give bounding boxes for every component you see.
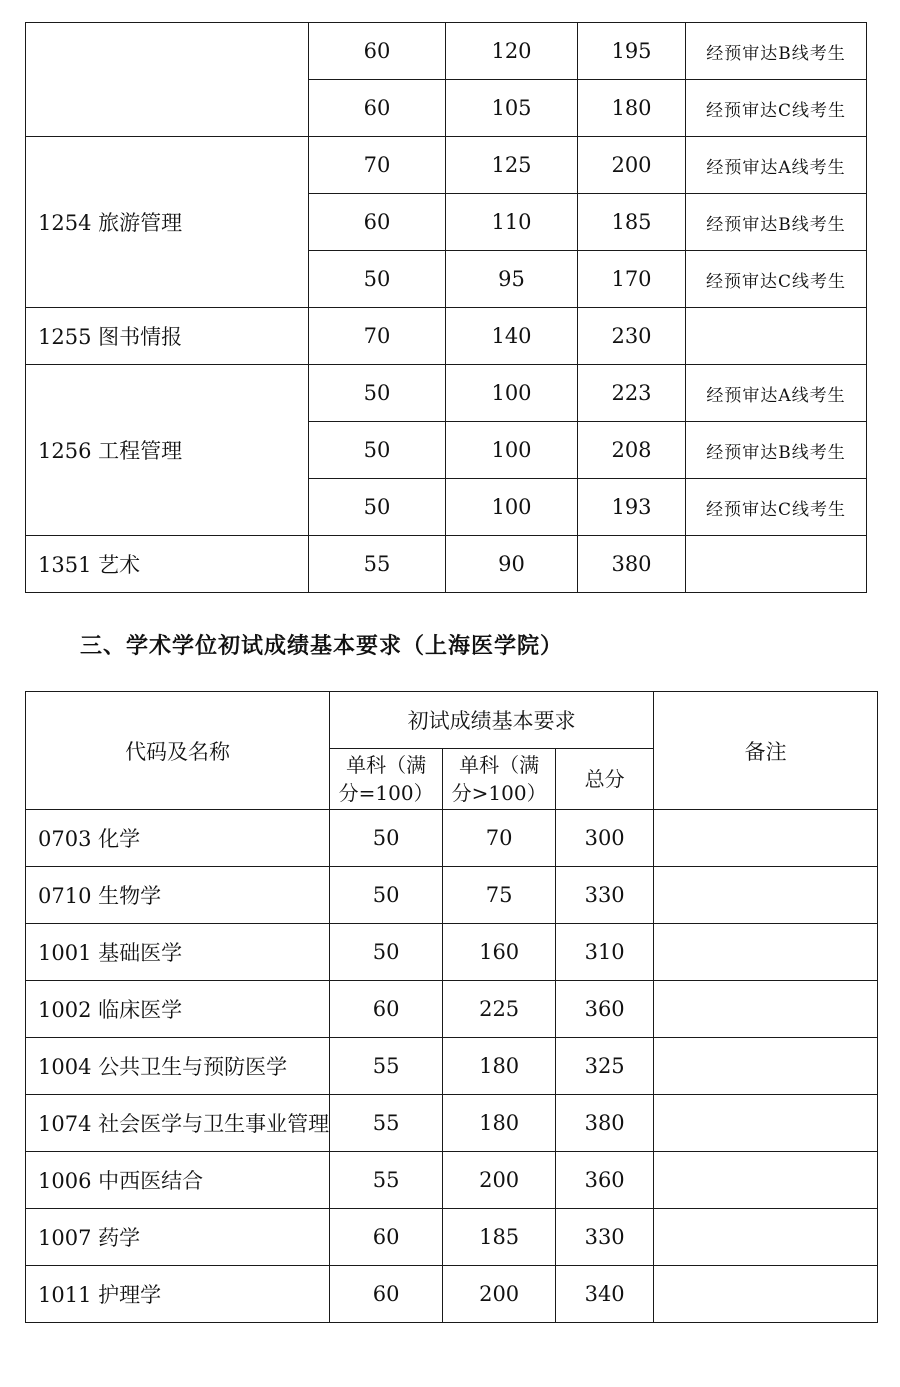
- single-100-cell: 55: [330, 1152, 443, 1209]
- single-100-cell: 60: [309, 80, 446, 137]
- program-name-cell: [26, 23, 309, 137]
- single-gt100-cell: 180: [443, 1038, 556, 1095]
- program-name-cell: 1351 艺术: [26, 536, 309, 593]
- total-cell: 380: [578, 536, 686, 593]
- total-cell: 360: [556, 981, 654, 1038]
- total-cell: 180: [578, 80, 686, 137]
- table-row: [26, 867, 878, 924]
- program-name-cell: 1255 图书情报: [26, 308, 309, 365]
- single-100-cell: 55: [330, 1038, 443, 1095]
- program-name-cell: 1007 药学: [26, 1209, 330, 1266]
- note-cell: [654, 1095, 878, 1152]
- program-name-cell: 1002 临床医学: [26, 981, 330, 1038]
- single-100-header-line2: 分=100）: [338, 781, 434, 805]
- table-row: [26, 1266, 878, 1323]
- program-name-cell: 0703 化学: [26, 810, 330, 867]
- note-cell: [654, 867, 878, 924]
- single-gt100-cell: 160: [443, 924, 556, 981]
- note-cell: 经预审达B线考生: [686, 194, 867, 251]
- total-cell: 310: [556, 924, 654, 981]
- single-gt100-cell: 200: [443, 1266, 556, 1323]
- single-gt100-cell: 185: [443, 1209, 556, 1266]
- note-cell: [654, 1266, 878, 1323]
- program-name-cell: 1006 中西医结合: [26, 1152, 330, 1209]
- note-cell: 经预审达A线考生: [686, 365, 867, 422]
- single-gt100-header-line1: 单科（满: [459, 753, 540, 777]
- table-row: [26, 1038, 878, 1095]
- note-cell: [686, 308, 867, 365]
- note-header: 备注: [654, 692, 878, 810]
- single-100-cell: 50: [309, 365, 446, 422]
- total-cell: 170: [578, 251, 686, 308]
- table-row: [26, 1209, 878, 1266]
- table-row: [26, 308, 867, 365]
- section-title: 三、学术学位初试成绩基本要求（上海医学院）: [80, 634, 564, 659]
- program-name-cell: 0710 生物学: [26, 867, 330, 924]
- table-row: [26, 810, 878, 867]
- note-cell: [654, 981, 878, 1038]
- program-name-cell: 1001 基础医学: [26, 924, 330, 981]
- single-100-cell: 50: [330, 867, 443, 924]
- total-cell: 380: [556, 1095, 654, 1152]
- total-cell: 340: [556, 1266, 654, 1323]
- single-gt100-cell: 140: [446, 308, 578, 365]
- program-name-cell: 1074 社会医学与卫生事业管理: [26, 1095, 330, 1152]
- single-100-cell: 50: [309, 479, 446, 536]
- single-100-cell: 60: [330, 981, 443, 1038]
- requirements-header: 初试成绩基本要求: [330, 692, 654, 749]
- note-cell: [686, 536, 867, 593]
- single-100-cell: 55: [309, 536, 446, 593]
- note-cell: [654, 1038, 878, 1095]
- total-cell: 330: [556, 867, 654, 924]
- single-gt100-cell: 110: [446, 194, 578, 251]
- single-100-cell: 50: [309, 422, 446, 479]
- header-row: [26, 692, 878, 749]
- code-name-header: 代码及名称: [26, 692, 330, 810]
- single-gt100-cell: 125: [446, 137, 578, 194]
- single-100-cell: 50: [330, 924, 443, 981]
- note-cell: 经预审达A线考生: [686, 137, 867, 194]
- single-gt100-header-line2: 分>100）: [451, 781, 547, 805]
- single-gt100-cell: 100: [446, 479, 578, 536]
- note-cell: 经预审达C线考生: [686, 80, 867, 137]
- total-cell: 185: [578, 194, 686, 251]
- single-gt100-cell: 105: [446, 80, 578, 137]
- single-gt100-cell: 100: [446, 422, 578, 479]
- program-name-cell: 1004 公共卫生与预防医学: [26, 1038, 330, 1095]
- single-100-cell: 60: [309, 194, 446, 251]
- note-cell: 经预审达C线考生: [686, 251, 867, 308]
- single-gt100-cell: 70: [443, 810, 556, 867]
- single-gt100-cell: 200: [443, 1152, 556, 1209]
- total-cell: 325: [556, 1038, 654, 1095]
- single-gt100-cell: 120: [446, 23, 578, 80]
- single-gt100-cell: 90: [446, 536, 578, 593]
- total-cell: 330: [556, 1209, 654, 1266]
- program-name-cell: 1256 工程管理: [26, 365, 309, 536]
- table-row: [26, 536, 867, 593]
- single-100-cell: 60: [309, 23, 446, 80]
- single-gt100-header: [443, 749, 556, 810]
- total-cell: 195: [578, 23, 686, 80]
- note-cell: [654, 810, 878, 867]
- note-cell: 经预审达B线考生: [686, 422, 867, 479]
- total-cell: 360: [556, 1152, 654, 1209]
- single-gt100-cell: 100: [446, 365, 578, 422]
- medical-school-requirements-table: [25, 691, 878, 1323]
- single-100-cell: 60: [330, 1266, 443, 1323]
- table-row: [26, 23, 867, 80]
- table-row: [26, 137, 867, 194]
- admission-table-continued: [25, 22, 867, 593]
- program-name-cell: 1011 护理学: [26, 1266, 330, 1323]
- single-100-cell: 60: [330, 1209, 443, 1266]
- single-100-cell: 50: [309, 251, 446, 308]
- program-name-cell: 1254 旅游管理: [26, 137, 309, 308]
- table-row: [26, 924, 878, 981]
- note-cell: [654, 1209, 878, 1266]
- single-gt100-cell: 75: [443, 867, 556, 924]
- total-header: 总分: [556, 749, 654, 810]
- note-cell: [654, 924, 878, 981]
- total-cell: 223: [578, 365, 686, 422]
- single-100-cell: 70: [309, 308, 446, 365]
- table-row: [26, 981, 878, 1038]
- total-cell: 193: [578, 479, 686, 536]
- single-100-cell: 70: [309, 137, 446, 194]
- total-cell: 208: [578, 422, 686, 479]
- single-gt100-cell: 225: [443, 981, 556, 1038]
- note-cell: 经预审达B线考生: [686, 23, 867, 80]
- table-row: [26, 1152, 878, 1209]
- single-100-cell: 55: [330, 1095, 443, 1152]
- total-cell: 200: [578, 137, 686, 194]
- note-cell: 经预审达C线考生: [686, 479, 867, 536]
- total-cell: 300: [556, 810, 654, 867]
- table-row: [26, 365, 867, 422]
- single-100-cell: 50: [330, 810, 443, 867]
- total-cell: 230: [578, 308, 686, 365]
- single-gt100-cell: 95: [446, 251, 578, 308]
- single-gt100-cell: 180: [443, 1095, 556, 1152]
- single-100-header-line1: 单科（满: [346, 753, 427, 777]
- note-cell: [654, 1152, 878, 1209]
- single-100-header: [330, 749, 443, 810]
- table-row: [26, 1095, 878, 1152]
